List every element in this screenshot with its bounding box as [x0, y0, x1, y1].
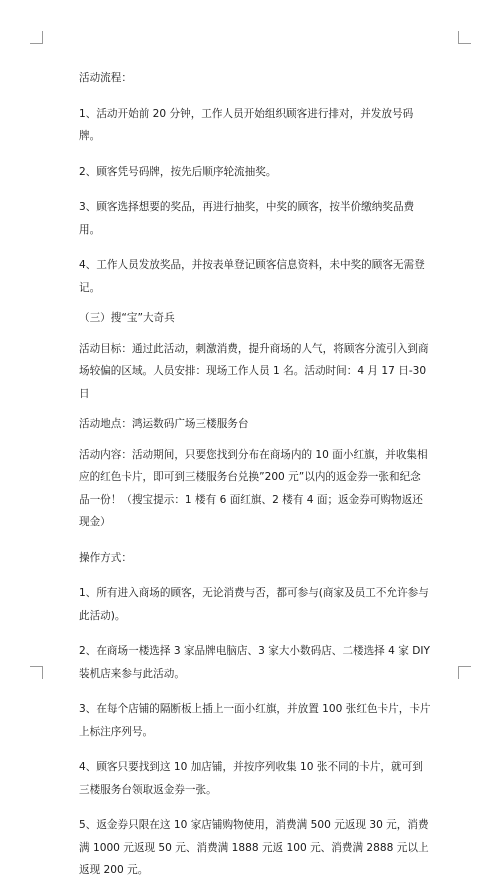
activity-goal: 活动目标：通过此活动，刺激消费，提升商场的人气，将顾客分流引入到商场较偏的区域。人员安排：现场工作人员 1 名。活动时间：4 月 17 日-30 日: [79, 342, 429, 400]
process-step-1: 1、活动开始前 20 分钟，工作人员开始组织顾客进行排对，并发放号码牌。: [79, 107, 414, 142]
process-step-4: 4、工作人员发放奖品，并按表单登记顾客信息资料，未中奖的顾客无需登记。: [79, 259, 425, 294]
operation-step-4: 4、顾客只要找到这 10 加店铺，并按序列收集 10 张不同的卡片，就可到三楼服务台领取返金券一张。: [79, 761, 423, 796]
crop-mark-top-left: [30, 31, 43, 44]
crop-mark-bottom-right: [458, 666, 471, 679]
operation-heading: 操作方式：: [79, 551, 132, 564]
operation-step-5: 5、返金券只限在这 10 家店铺购物使用，消费满 500 元返现 30 元，消费满 1000 元返现 50 元、消费满 1888 元返 100 元、消费满 2888 元以上返现 200 元。: [79, 819, 429, 876]
process-step-2: 2、顾客凭号码牌，按先后顺序轮流抽奖。: [79, 165, 277, 178]
activity-location: 活动地点：鸿运数码广场三楼服务台: [79, 418, 249, 430]
crop-mark-bottom-left: [30, 666, 43, 679]
crop-mark-top-right: [458, 31, 471, 44]
activity-content: 活动内容：活动期间，只要您找到分布在商场内的 10 面小红旗，并收集相应的红色卡片，即可到三楼服务台兑换”200 元”以内的返金券一张和纪念品一份！（搜宝提示：1 楼有 6 面红旗、2 楼有 4 面；返金券可购物返还现金）: [79, 448, 428, 528]
operation-step-1: 1、所有进入商场的顾客，无论消费与否，都可参与(商家及员工不允许参与此活动)。: [79, 587, 429, 622]
process-step-3: 3、顾客选择想要的奖品，再进行抽奖，中奖的顾客，按半价缴纳奖品费用。: [79, 201, 415, 236]
operation-step-2: 2、在商场一楼选择 3 家品牌电脑店、3 家大小数码店、二楼选择 4 家 DIY 装机店来参与此活动。: [79, 645, 430, 680]
document-body: [79, 67, 431, 895]
operation-step-3: 3、在每个店铺的隔断板上插上一面小红旗，并放置 100 张红色卡片，卡片上标注序列号。: [79, 703, 431, 738]
section-heading-treasure-hunt: （三）搜“宝”大奇兵: [79, 312, 175, 324]
process-heading: 活动流程：: [79, 72, 132, 84]
